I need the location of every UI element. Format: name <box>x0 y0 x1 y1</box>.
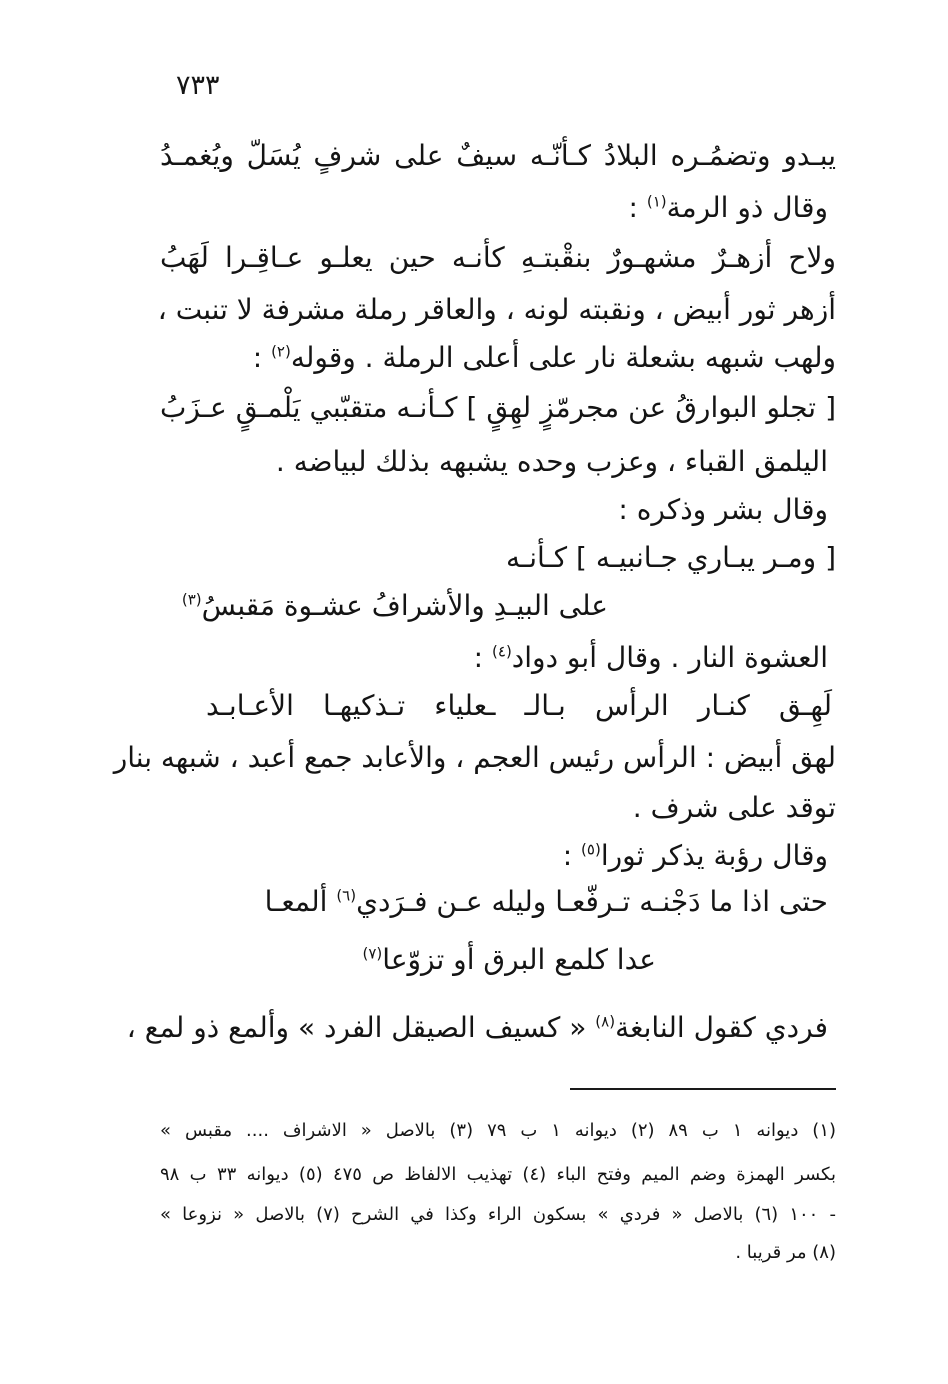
footnote-line: (١) ديوانه ١ ب ٨٩ (٢) ديوانه ١ ب ٧٩ (٣) بالاصل « الاشراف .... مقبس » <box>160 1120 837 1141</box>
commentary-line: اليلمق القباء ، وعزب وحده يشبهه بذلك لبياضه . <box>275 445 828 478</box>
line-text: على البيـدِ والأشرافُ عشـوة مَقبسُ <box>201 589 608 622</box>
commentary-line: لهق أبيض : الرأس رئيس العجم ، والأعابد جمع أعبد ، شبهه بنار <box>113 741 836 774</box>
footnote-line: (٨) مر قريبا . <box>735 1242 836 1263</box>
page-number: ٧٣٣ <box>176 70 220 101</box>
line-text: حتى اذا ما دَجْنـه تـرفّعـا وليله عـن فـرَدي <box>356 885 828 918</box>
footnote-mark: (١) <box>646 192 667 211</box>
verse-line <box>362 943 657 976</box>
verse-line: [ ومـر يبـاري جـانبيـه ] كـأنـه <box>506 541 836 574</box>
line-text: ولهب شبهه بشعلة نار على أعلى الرملة . وقوله <box>290 341 836 374</box>
line-text: وقال ذو الرمة <box>666 191 828 224</box>
footnote-mark: (٧) <box>362 944 383 963</box>
colon: : <box>628 191 647 224</box>
footnote-mark: (٣) <box>181 590 202 609</box>
line-text: وقال رؤبة يذكر ثورا <box>600 839 828 872</box>
line-text: فردي كقول النابغة <box>615 1011 828 1044</box>
footnote-mark: (٢) <box>271 342 291 361</box>
footnote-line: - ١٠٠ (٦) بالاصل « فردي » بسكون الراء وكذا في الشرح (٧) بالاصل « نزوعا » <box>160 1204 836 1225</box>
footnote-separator <box>570 1088 836 1090</box>
footnote-mark: (٦) <box>336 886 357 905</box>
colon: : <box>252 341 272 374</box>
verse-line: لَهِـق كنـار الرأس بـالـ ـعلياء تـذكيهـا الأعـابـد <box>206 689 832 722</box>
line-text: عدا كلمع البرق أو تزوّعا <box>382 943 656 976</box>
intro-line <box>628 191 828 224</box>
footnote-mark: (٤) <box>492 642 512 661</box>
verse-line <box>264 885 828 918</box>
intro-line: وقال بشر وذكره : <box>618 493 828 526</box>
commentary-line: أزهر ثور أبيض ، ونقبته لونه ، والعاقر رملة مشرفة لا تنبت ، <box>157 293 836 326</box>
verse-line <box>181 589 608 622</box>
commentary-line <box>252 341 836 374</box>
colon: : <box>562 839 582 872</box>
verse-line: ولاح أزهـرٌ مشهـورٌ بنقْبتـهِ كأنـه حين يعلـو عـاقِـرا لَهَبُ <box>160 241 836 274</box>
verse-line: يبـدو وتضمُـره البلادُ كـأنّـه سيفٌ على شرفٍ يُسَلّ ويُغمـدُ <box>160 139 836 172</box>
line-text: ألمعـا <box>264 885 328 918</box>
commentary-line <box>126 1011 828 1044</box>
footnote-mark: (٨) <box>595 1012 616 1031</box>
footnote-line: بكسر الهمزة وضم الميم وفتح الباء (٤) تهذيب الالفاظ ص ٤٧٥ (٥) ديوانه ٣٣ ب ٩٨ <box>160 1164 837 1185</box>
line-text: « كسيف الصيقل الفرد » وألمع ذو لمع ، <box>126 1011 587 1044</box>
commentary-line <box>473 641 828 674</box>
intro-line <box>562 839 828 872</box>
line-text: العشوة النار . وقال أبو دواد <box>511 641 828 674</box>
commentary-line: توقد على شرف . <box>632 791 836 824</box>
colon: : <box>473 641 493 674</box>
verse-line: [ تجلو البوارقُ عن مجرمّزٍ لهِقٍ ] كـأنـه متقبّبي يَلْمـقٍ عـزَبُ <box>160 391 836 424</box>
footnote-mark: (٥) <box>581 840 601 859</box>
